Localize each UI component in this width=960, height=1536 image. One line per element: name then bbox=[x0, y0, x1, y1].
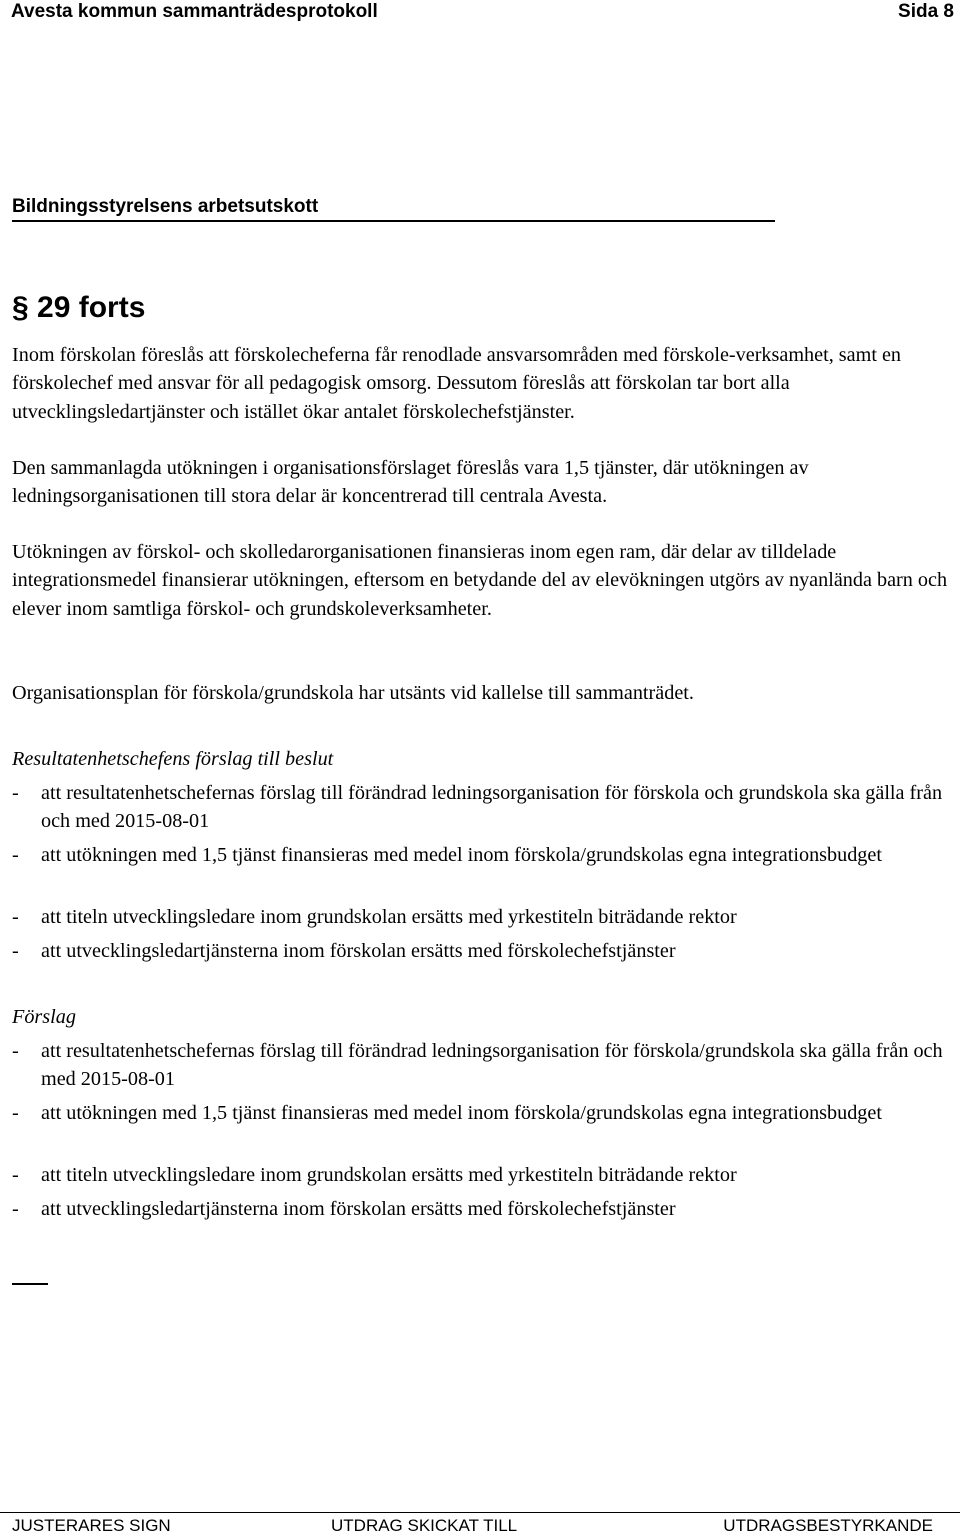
forslag-item bbox=[12, 1195, 957, 1223]
proposal-item bbox=[12, 779, 957, 836]
forslag-item bbox=[12, 1037, 957, 1094]
proposal-item bbox=[12, 903, 957, 931]
forslag-item-text: att resultatenhetschefernas förslag till förändrad ledningsorganisation för förskola/grundskola ska gälla från och med 2015-08-01 bbox=[41, 1040, 943, 1091]
paragraph-1: Inom förskolan föreslås att förskolecheferna får renodlade ansvarsområden med förskole-verksamhet, samt en förskolechef med ansvar för all pedagogisk omsorg. Dessutom föreslås att förskolan tar bort alla utvecklingsledartjänster och istället ökar antalet förskolechefstjänster. bbox=[12, 344, 902, 423]
list-dash: - bbox=[12, 906, 19, 928]
proposal-item-text: att utökningen med 1,5 tjänst finansieras med medel inom förskola/grundskolas egna integrationsbudget bbox=[41, 844, 882, 866]
section-end-rule bbox=[12, 1283, 48, 1285]
footer-divider bbox=[0, 1512, 960, 1513]
forslag-item-text: att titeln utvecklingsledare inom grundskolan ersätts med yrkestiteln biträdande rektor bbox=[41, 1164, 737, 1186]
paragraph-2: Den sammanlagda utökningen i organisationsförslaget föreslås vara 1,5 tjänster, där utökningen av ledningsorganisationen till stora delar är koncentrerad till centrala Avesta. bbox=[12, 457, 809, 508]
footer-utdrag-skickat-till: UTDRAG SKICKAT TILL bbox=[331, 1516, 518, 1535]
committee-name: Bildningsstyrelsens arbetsutskott bbox=[12, 196, 319, 217]
forslag-heading: Förslag bbox=[12, 1006, 76, 1028]
committee-underline bbox=[12, 220, 775, 222]
proposal-item bbox=[12, 937, 957, 965]
paragraph-3: Utökningen av förskol- och skolledarorganisationen finansieras inom egen ram, där delar av tilldelade integrationsmedel finansierar utökningen, eftersom en betydande del av elevökningen utgörs av nyanlända barn och elever inom samtliga förskol- och grundskoleverksamheter. bbox=[12, 541, 948, 620]
page-number: Sida 8 bbox=[898, 1, 954, 22]
footer-justerares-sign: JUSTERARES SIGN bbox=[12, 1516, 171, 1535]
proposal-item-text: att utvecklingsledartjänsterna inom förskolan ersätts med förskolechefstjänster bbox=[41, 940, 676, 962]
list-dash: - bbox=[12, 782, 19, 804]
paragraph-4: Organisationsplan för förskola/grundskola har utsänts vid kallelse till sammanträdet. bbox=[12, 682, 694, 704]
forslag-item-text: att utökningen med 1,5 tjänst finansieras med medel inom förskola/grundskolas egna integrationsbudget bbox=[41, 1102, 882, 1124]
proposal-item-text: att titeln utvecklingsledare inom grundskolan ersätts med yrkestiteln biträdande rektor bbox=[41, 906, 737, 928]
proposal-heading: Resultatenhetschefens förslag till beslut bbox=[12, 748, 334, 770]
list-dash: - bbox=[12, 1164, 19, 1186]
list-dash: - bbox=[12, 1040, 19, 1062]
section-heading: § 29 forts bbox=[12, 291, 146, 324]
forslag-item bbox=[12, 1161, 957, 1189]
list-dash: - bbox=[12, 1102, 19, 1124]
list-dash: - bbox=[12, 844, 19, 866]
proposal-item-text: att resultatenhetschefernas förslag till förändrad ledningsorganisation för förskola och grundskola ska gälla från och med 2015-08-01 bbox=[41, 782, 943, 833]
proposal-item bbox=[12, 841, 957, 869]
forslag-item-text: att utvecklingsledartjänsterna inom förskolan ersätts med förskolechefstjänster bbox=[41, 1198, 676, 1220]
forslag-item bbox=[12, 1099, 957, 1127]
document-header-title: Avesta kommun sammanträdesprotokoll bbox=[11, 1, 378, 22]
list-dash: - bbox=[12, 1198, 19, 1220]
list-dash: - bbox=[12, 940, 19, 962]
footer-utdragsbestyrkande: UTDRAGSBESTYRKANDE bbox=[723, 1516, 933, 1535]
